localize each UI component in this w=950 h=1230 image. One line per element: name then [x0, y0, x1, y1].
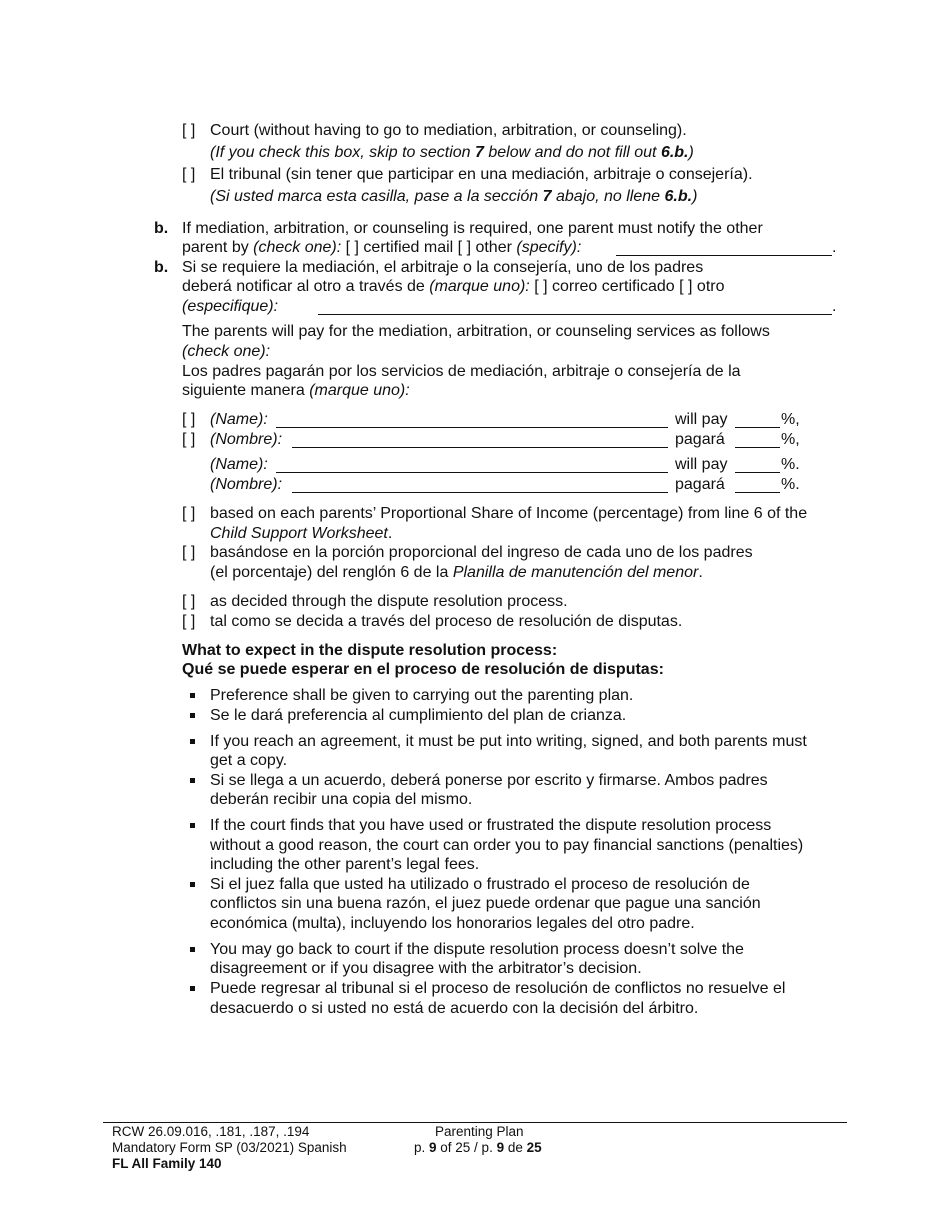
court-option-en-note: (If you check this box, skip to section 7 below and do not fill out 6.b.) [210, 144, 694, 161]
pay-es-line2: siguiente manera (marque uno): [182, 382, 410, 399]
section-b-label-es: b. [154, 259, 169, 276]
nombre-label-2: (Nombre): [210, 476, 283, 493]
checkbox-dispute-es[interactable]: [ ] [182, 613, 196, 630]
porcentaje-field-2[interactable] [735, 492, 780, 493]
name-label-1: (Name): [210, 411, 268, 428]
bullet-4-line2: deberán recibir una copia del mismo. [210, 791, 473, 808]
expect-heading-en: What to expect in the dispute resolution process: [182, 642, 558, 659]
specify-field-es[interactable] [318, 314, 832, 315]
income-es-line1: basándose en la porción proporcional del ingreso de cada uno de los padres [210, 544, 753, 561]
percent-field-1[interactable] [735, 427, 780, 428]
bullet-7-line1: You may go back to court if the dispute resolution process doesn’t solve the [210, 941, 744, 958]
income-en-line2: Child Support Worksheet. [210, 525, 393, 542]
percent-field-2[interactable] [735, 472, 780, 473]
bullet-8-line2: desacuerdo o si usted no está de acuerdo con la decisión del árbitro. [210, 1000, 699, 1017]
section-b-label-en: b. [154, 220, 169, 237]
bullet-5-line1: If the court finds that you have used or frustrated the dispute resolution process [210, 817, 772, 834]
checkbox-dispute-en[interactable]: [ ] [182, 593, 196, 610]
bullet-2: Se le dará preferencia al cumplimiento del plan de crianza. [210, 707, 627, 724]
income-en-line1: based on each parents’ Proportional Share of Income (percentage) from line 6 of the [210, 505, 808, 522]
court-option-es-note: (Si usted marca esta casilla, pase a la sección 7 abajo, no llene 6.b.) [210, 188, 698, 205]
checkbox-pay-names-en[interactable]: [ ] [182, 411, 196, 428]
name-label-2: (Name): [210, 456, 268, 473]
bullet-3-line2: get a copy. [210, 752, 288, 769]
footer-code: FL All Family 140 [112, 1156, 222, 1171]
bullet-6-line3: económica (multa), incluyendo los honorarios legales del otro padre. [210, 915, 695, 932]
notify-es-line3: (especifique): [182, 298, 279, 315]
will-pay-1: will pay [675, 411, 728, 428]
court-option-en: Court (without having to go to mediation, arbitration, or counseling). [210, 122, 687, 139]
checkbox-income-en[interactable]: [ ] [182, 505, 196, 522]
footer-rule [103, 1122, 847, 1123]
pay-en-line2: (check one): [182, 343, 271, 360]
name-field-1[interactable] [276, 427, 668, 428]
will-pay-2: will pay [675, 456, 728, 473]
bullet-5-line3: including the other parent’s legal fees. [210, 856, 480, 873]
bullet-5-line2: without a good reason, the court can order you to pay financial sanctions (penalties) [210, 837, 804, 854]
percent-sign-2: %. [781, 456, 800, 473]
checkbox-court-es[interactable]: [ ] [182, 166, 196, 183]
income-es-line2: (el porcentaje) del renglón 6 de la Planilla de manutención del menor. [210, 564, 703, 581]
court-option-es: El tribunal (sin tener que participar en una mediación, arbitraje o consejería). [210, 166, 753, 183]
bullet-icon [190, 823, 195, 828]
bullet-icon [190, 693, 195, 698]
name-field-2[interactable] [276, 472, 668, 473]
bullet-4-line1: Si se llega a un acuerdo, deberá ponerse por escrito y firmarse. Ambos padres [210, 772, 768, 789]
bullet-icon [190, 947, 195, 952]
footer-form: Mandatory Form SP (03/2021) Spanish [112, 1140, 347, 1155]
footer-rcw: RCW 26.09.016, .181, .187, .194 [112, 1124, 310, 1139]
bullet-8-line1: Puede regresar al tribunal si el proceso de resolución de conflictos no resuelve el [210, 980, 786, 997]
footer-page-number: p. 9 of 25 / p. 9 de 25 [414, 1140, 542, 1155]
bullet-icon [190, 739, 195, 744]
percent-sign-es-2: %. [781, 476, 800, 493]
nombre-field-1[interactable] [292, 447, 668, 448]
checkbox-pay-names-es[interactable]: [ ] [182, 431, 196, 448]
nombre-label-1: (Nombre): [210, 431, 283, 448]
bullet-1: Preference shall be given to carrying out the parenting plan. [210, 687, 634, 704]
pagara-2: pagará [675, 476, 725, 493]
pay-en-line1: The parents will pay for the mediation, arbitration, or counseling services as follows [182, 323, 770, 340]
period-es: . [832, 298, 837, 315]
bullet-3-line1: If you reach an agreement, it must be put into writing, signed, and both parents must [210, 733, 807, 750]
dispute-option-en: as decided through the dispute resolution process. [210, 593, 568, 610]
expect-heading-es: Qué se puede esperar en el proceso de resolución de disputas: [182, 661, 664, 678]
footer-title: Parenting Plan [435, 1124, 524, 1139]
period-en: . [832, 239, 837, 256]
dispute-option-es: tal como se decida a través del proceso de resolución de disputas. [210, 613, 683, 630]
notify-en-line2: parent by (check one): [ ] certified mail [ ] other (specify): [182, 239, 582, 256]
checkbox-court-en[interactable]: [ ] [182, 122, 196, 139]
porcentaje-field-1[interactable] [735, 447, 780, 448]
nombre-field-2[interactable] [292, 492, 668, 493]
bullet-icon [190, 778, 195, 783]
pagara-1: pagará [675, 431, 725, 448]
percent-sign-es-1: %, [781, 431, 800, 448]
pay-es-line1: Los padres pagarán por los servicios de mediación, arbitraje o consejería de la [182, 363, 741, 380]
notify-en-line1: If mediation, arbitration, or counseling is required, one parent must notify the other [182, 220, 763, 237]
percent-sign-1: %, [781, 411, 800, 428]
specify-field-en[interactable] [616, 255, 832, 256]
bullet-icon [190, 986, 195, 991]
notify-es-line1: Si se requiere la mediación, el arbitraje o la consejería, uno de los padres [182, 259, 704, 276]
bullet-icon [190, 713, 195, 718]
checkbox-income-es[interactable]: [ ] [182, 544, 196, 561]
bullet-6-line2: conflictos sin una buena razón, el juez puede ordenar que pague una sanción [210, 895, 761, 912]
notify-es-line2: deberá notificar al otro a través de (marque uno): [ ] correo certificado [ ] otro [182, 278, 725, 295]
bullet-6-line1: Si el juez falla que usted ha utilizado o frustrado el proceso de resolución de [210, 876, 750, 893]
bullet-icon [190, 882, 195, 887]
bullet-7-line2: disagreement or if you disagree with the arbitrator’s decision. [210, 960, 642, 977]
